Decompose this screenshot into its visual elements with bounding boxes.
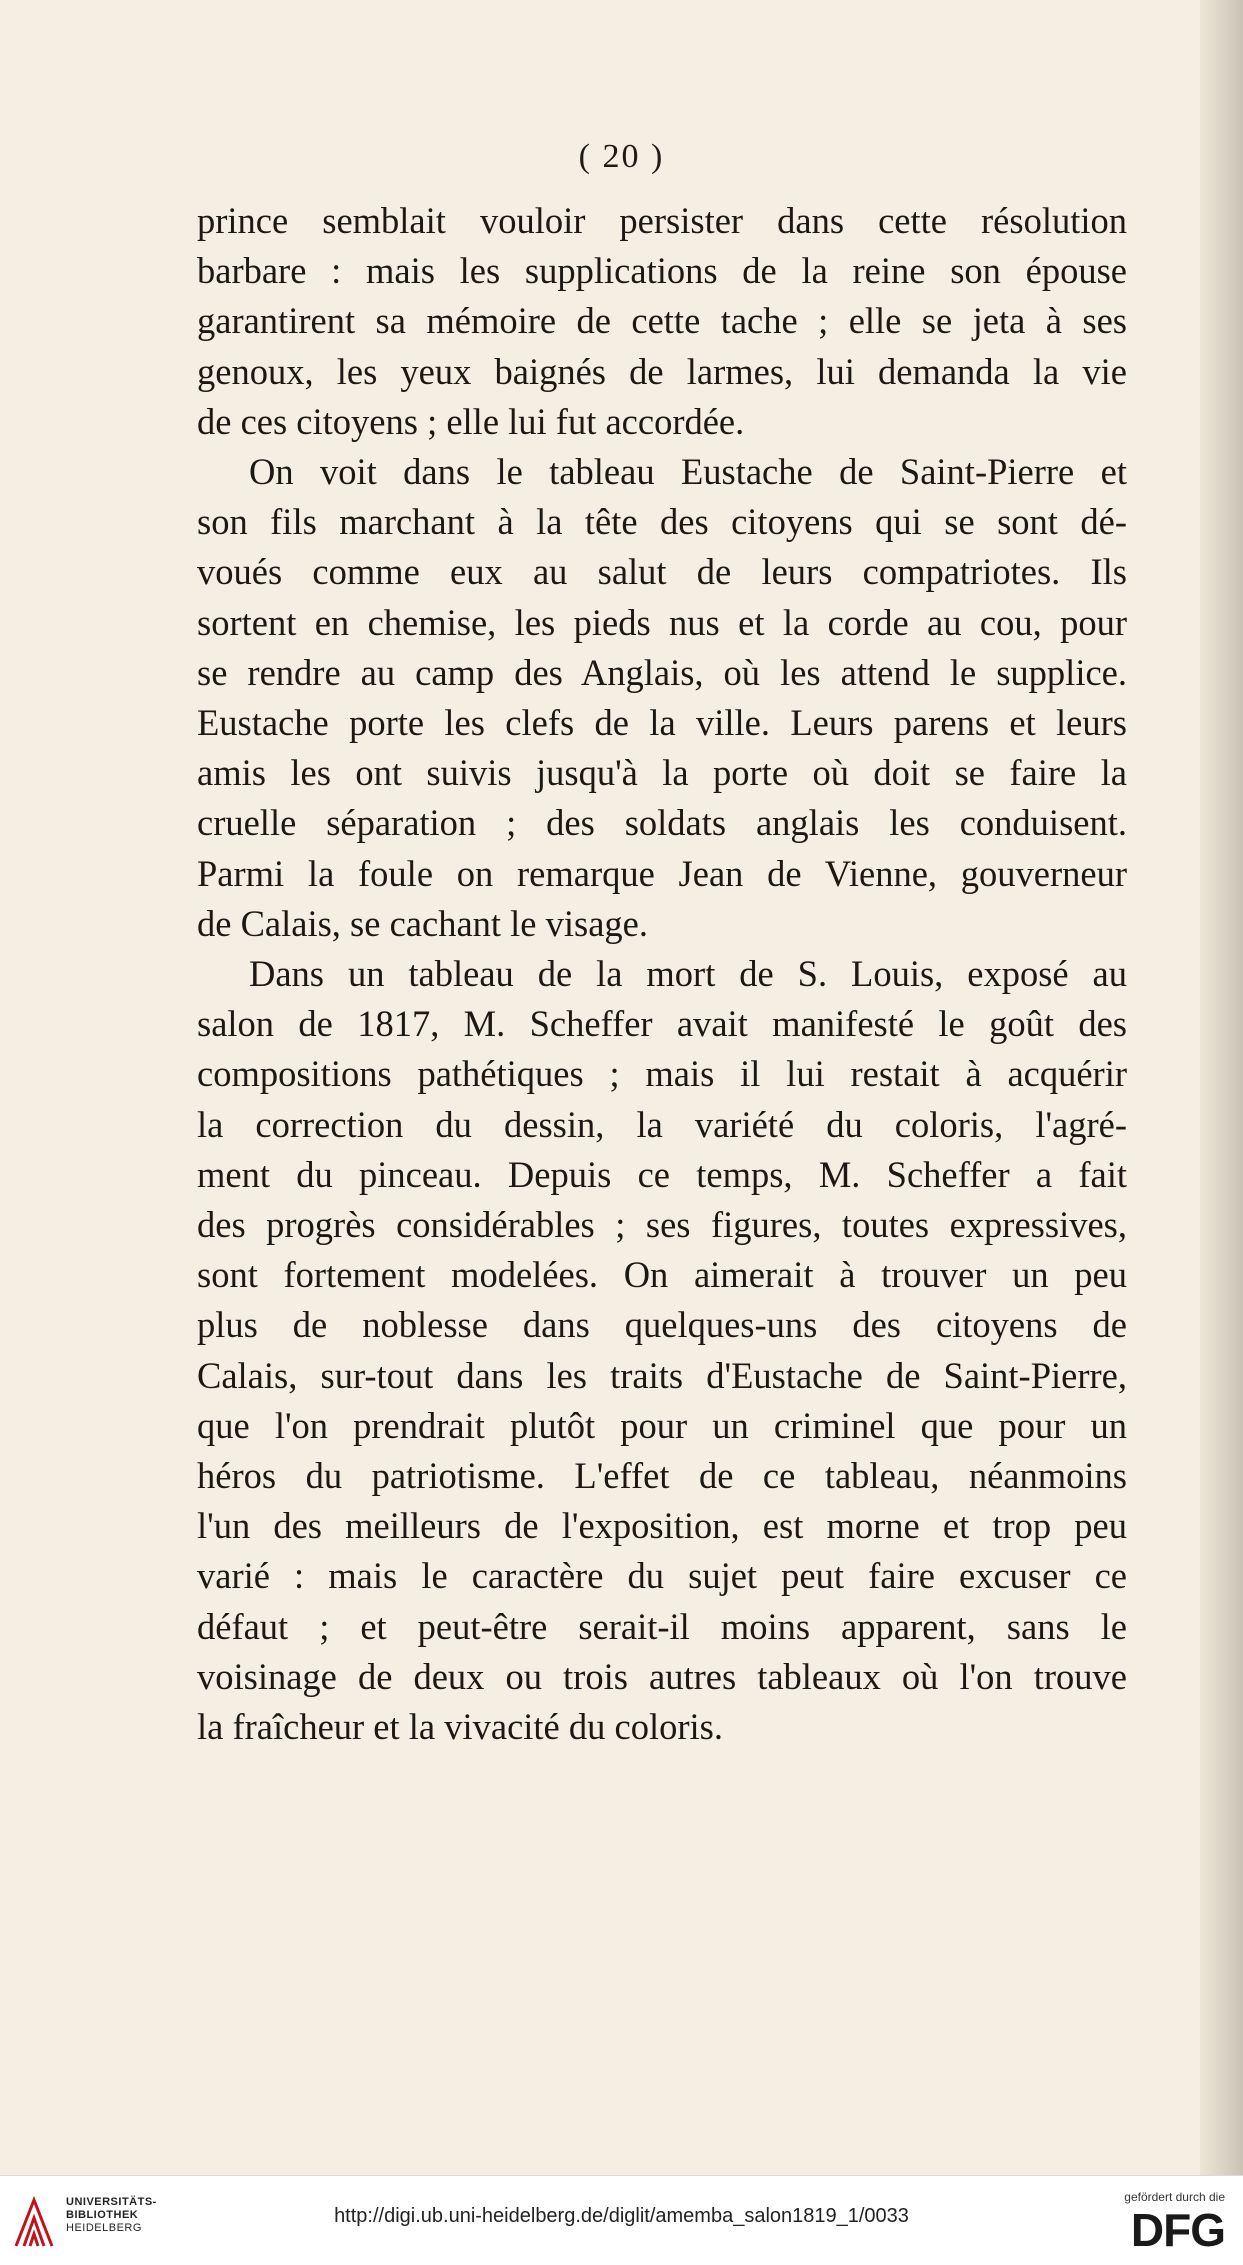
text-line: sortent en chemise, les pieds nus et la corde au cou, pour (197, 601, 1127, 643)
text-line: des progrès considérables ; ses figures, toutes expressives, (197, 1204, 1127, 1246)
text-line: héros du patriotisme. L'effet de ce tableau, néanmoins (197, 1455, 1127, 1497)
text-line: ment du pinceau. Depuis ce temps, M. Scheffer a fait (197, 1153, 1127, 1195)
text-line: Dans un tableau de la mort de S. Louis, exposé au (249, 953, 1127, 995)
text-line: salon de 1817, M. Scheffer avait manifesté le goût des (197, 1003, 1127, 1045)
text-line: voués comme eux au salut de leurs compatriotes. Ils (197, 551, 1127, 593)
text-line: la correction du dessin, la variété du coloris, l'agré- (197, 1103, 1127, 1145)
text-line: de Calais, se cachant le visage. (197, 902, 648, 944)
text-line: défaut ; et peut-être serait-il moins apparent, sans le (197, 1605, 1127, 1647)
page-number: ( 20 ) (578, 138, 665, 175)
text-line: se rendre au camp des Anglais, où les attend le supplice. (197, 651, 1127, 693)
text-line: de ces citoyens ; elle lui fut accordée. (197, 400, 745, 442)
text-line: garantirent sa mémoire de cette tache ; elle se jeta à ses (197, 300, 1127, 342)
text-line: cruelle séparation ; des soldats anglais les conduisent. (197, 802, 1127, 844)
text-line: que l'on prendrait plutôt pour un criminel que pour un (197, 1404, 1127, 1446)
page-edge (1200, 0, 1243, 2175)
text-line: plus de noblesse dans quelques-uns des citoyens de (197, 1304, 1127, 1346)
text-line: amis les ont suivis jusqu'à la porte où doit se faire la (197, 752, 1127, 794)
text-line: sont fortement modelées. On aimerait à trouver un peu (197, 1254, 1127, 1296)
paragraph (197, 196, 1127, 447)
funding-credit (1124, 2190, 1225, 2256)
text-line: compositions pathétiques ; mais il lui restait à acquérir (197, 1053, 1127, 1095)
text-line: Calais, sur-tout dans les traits d'Eustache de Saint-Pierre, (197, 1354, 1127, 1396)
text-line: la fraîcheur et la vivacité du coloris. (197, 1706, 723, 1748)
library-name-line-1: UNIVERSITÄTS- (66, 2196, 157, 2208)
text-line: l'un des meilleurs de l'exposition, est morne et trop peu (197, 1505, 1127, 1547)
text-line: barbare : mais les supplications de la reine son épouse (197, 250, 1127, 292)
library-name-line-2: BIBLIOTHEK (66, 2209, 139, 2221)
text-line: voisinage de deux ou trois autres tableaux où l'on trouve (197, 1655, 1127, 1697)
library-name-line-3: HEIDELBERG (66, 2222, 142, 2234)
source-url-link[interactable]: http://digi.ub.uni-heidelberg.de/diglit/amemba_salon1819_1/0033 (334, 2205, 909, 2227)
funding-note: gefördert durch die (1124, 2190, 1225, 2204)
text-line: prince semblait vouloir persister dans cette résolution (197, 200, 1127, 241)
text-line: son fils marchant à la tête des citoyens qui se sont dé- (197, 501, 1127, 543)
dfg-logo: DFG (1130, 2204, 1225, 2256)
paragraph (197, 447, 1127, 949)
paragraph (197, 949, 1127, 1752)
text-line: varié : mais le caractère du sujet peut faire excuser ce (197, 1555, 1127, 1597)
text-line: genoux, les yeux baignés de larmes, lui demanda la vie (197, 350, 1127, 392)
text-line: On voit dans le tableau Eustache de Saint-Pierre et (249, 451, 1127, 493)
text-line: Eustache porte les clefs de la ville. Leurs parens et leurs (197, 702, 1127, 744)
body-text (197, 196, 1127, 1752)
text-line: Parmi la foule on remarque Jean de Vienne, gouverneur (197, 852, 1127, 894)
